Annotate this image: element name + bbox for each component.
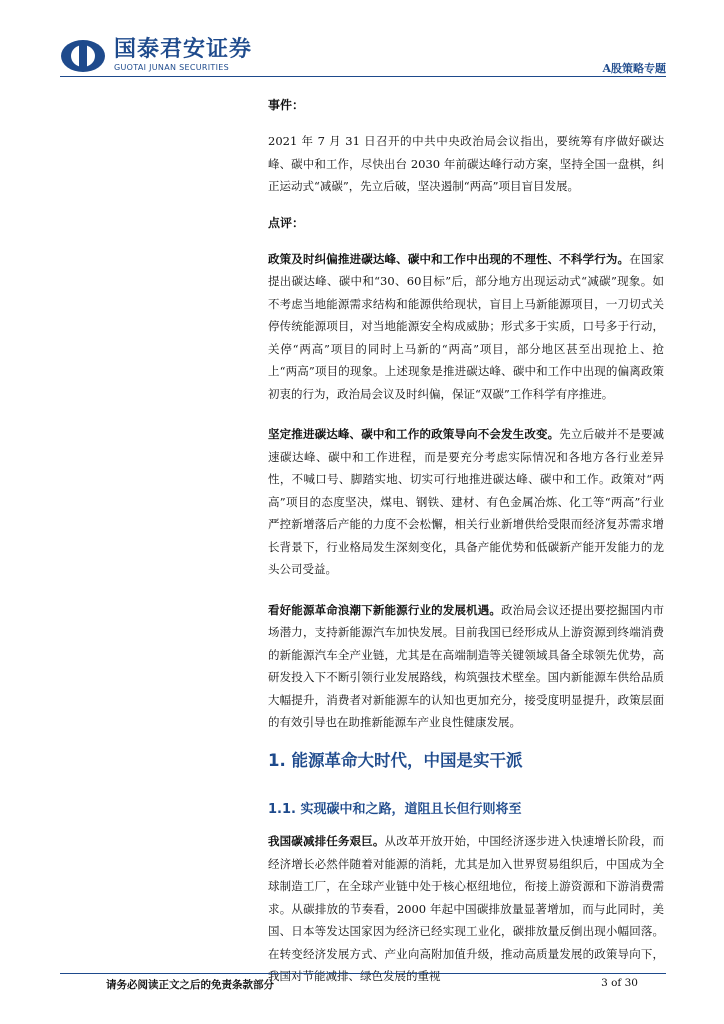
header-divider xyxy=(60,76,666,77)
page-header xyxy=(0,0,724,80)
comment-paragraph xyxy=(268,248,664,406)
report-type: A股策略专题 xyxy=(602,62,666,75)
section-heading: 1. 能源革命大时代，中国是实干派 xyxy=(268,751,523,770)
event-text: 2021 年 7 月 31 日召开的中共中央政治局会议指出，要统筹有序做好碳达峰、碳中和工作，尽快出台 2030 年前碳达峰行动方案，坚持全国一盘棋，纠正运动式“减碳”，先立后破，坚决遏制“两高”项目盲目发展。 xyxy=(268,134,664,193)
disclaimer-text: 请务必阅读正文之后的免责条款部分 xyxy=(106,979,274,991)
brand-name-cn: 国泰君安证券 xyxy=(114,37,253,62)
company-logo xyxy=(60,38,252,73)
brand-name-en: GUOTAI JUNAN SECURITIES xyxy=(114,63,229,72)
paragraph-lead: 我国碳减排任务艰巨。 xyxy=(268,834,385,848)
section-paragraph xyxy=(268,830,664,988)
subsection-heading: 1.1. 实现碳中和之路，道阻且长但行则将至 xyxy=(268,802,522,817)
event-label: 事件： xyxy=(268,98,305,112)
main-content xyxy=(268,94,664,734)
page-number: 3 of 30 xyxy=(601,977,638,989)
comment-label: 点评： xyxy=(268,215,305,230)
paragraph-lead: 坚定推进碳达峰、碳中和工作的政策导向不会发生改变。 xyxy=(268,427,560,441)
comment-paragraph xyxy=(268,599,664,734)
paragraph-text: 在国家提出碳达峰、碳中和“30、60目标”后，部分地方出现运动式“减碳”现象。如不考虑当地能源需求结构和能源供给现状，盲目上马新能源项目，一刀切式关停传统能源项目，对当地能源安全构成威胁；形式多于实质，口号多于行动，关停“两高”项目的同时上马新的“两高”项目，部分地区甚至出现抢上、抢上“两高”项目的现象。上述现象是推进碳达峰、碳中和工作中出现的偏离政策初衷的行为，政治局会议及时纠偏，保证“双碳”工作科学有序推进。 xyxy=(268,251,665,401)
paragraph-text: 从改革开放开始，中国经济逐步进入快速增长阶段，而经济增长必然伴随着对能源的消耗，尤其是加入世界贸易组织后，中国成为全球制造工厂，在全球产业链中处于核心枢纽地位，衔接上游资源和下游消费需求。从碳排放的节奏看，2000 年起中国碳排放量显著增加，而与此同时，美国、日本等发达国家因为经济已经实现工业化，碳排放量反倒出现小幅回落。在转变经济发展方式、产业向高附加值升级，推动高质量发展的政策导向下，我国对节能减排、绿色发展的重视 xyxy=(268,834,664,983)
footer-divider xyxy=(60,973,666,974)
comment-paragraph xyxy=(268,423,664,581)
section-body xyxy=(268,830,664,988)
paragraph-text: 政治局会议还提出要挖掘国内市场潜力，支持新能源汽车加快发展。目前我国已经形成从上游资源到终端消费的新能源汽车全产业链，尤其是在高端制造等关键领域具备全球领先优势，高研发投入下不断引领行业发展路线，构筑强技术壁垒。国内新能源车供给品质大幅提升，消费者对新能源车的认知也更加充分，接受度明显提升，政策层面的有效引导也在助推新能源车产业良性健康发展。 xyxy=(268,602,664,729)
logo-icon xyxy=(60,39,106,73)
paragraph-lead: 看好能源革命浪潮下新能源行业的发展机遇。 xyxy=(268,602,502,617)
paragraph-text: 先立后破并不是要减速碳达峰、碳中和工作进程，而是要充分考虑实际情况和各地方各行业差异性，不喊口号、脚踏实地、切实可行地推进碳达峰、碳中和工作。政策对“两高”项目的态度坚决，煤电、钢铁、建材、有色金属冶炼、化工等“两高”行业严控新增落后产能的力度不会松懈，相关行业新增供给受限而经济复苏需求增长背景下，行业格局发生深刻变化，具备产能优势和低碳新产能开发能力的龙头公司受益。 xyxy=(268,427,665,576)
paragraph-lead: 政策及时纠偏推进碳达峰、碳中和工作中出现的不理性、不科学行为。 xyxy=(268,251,630,266)
